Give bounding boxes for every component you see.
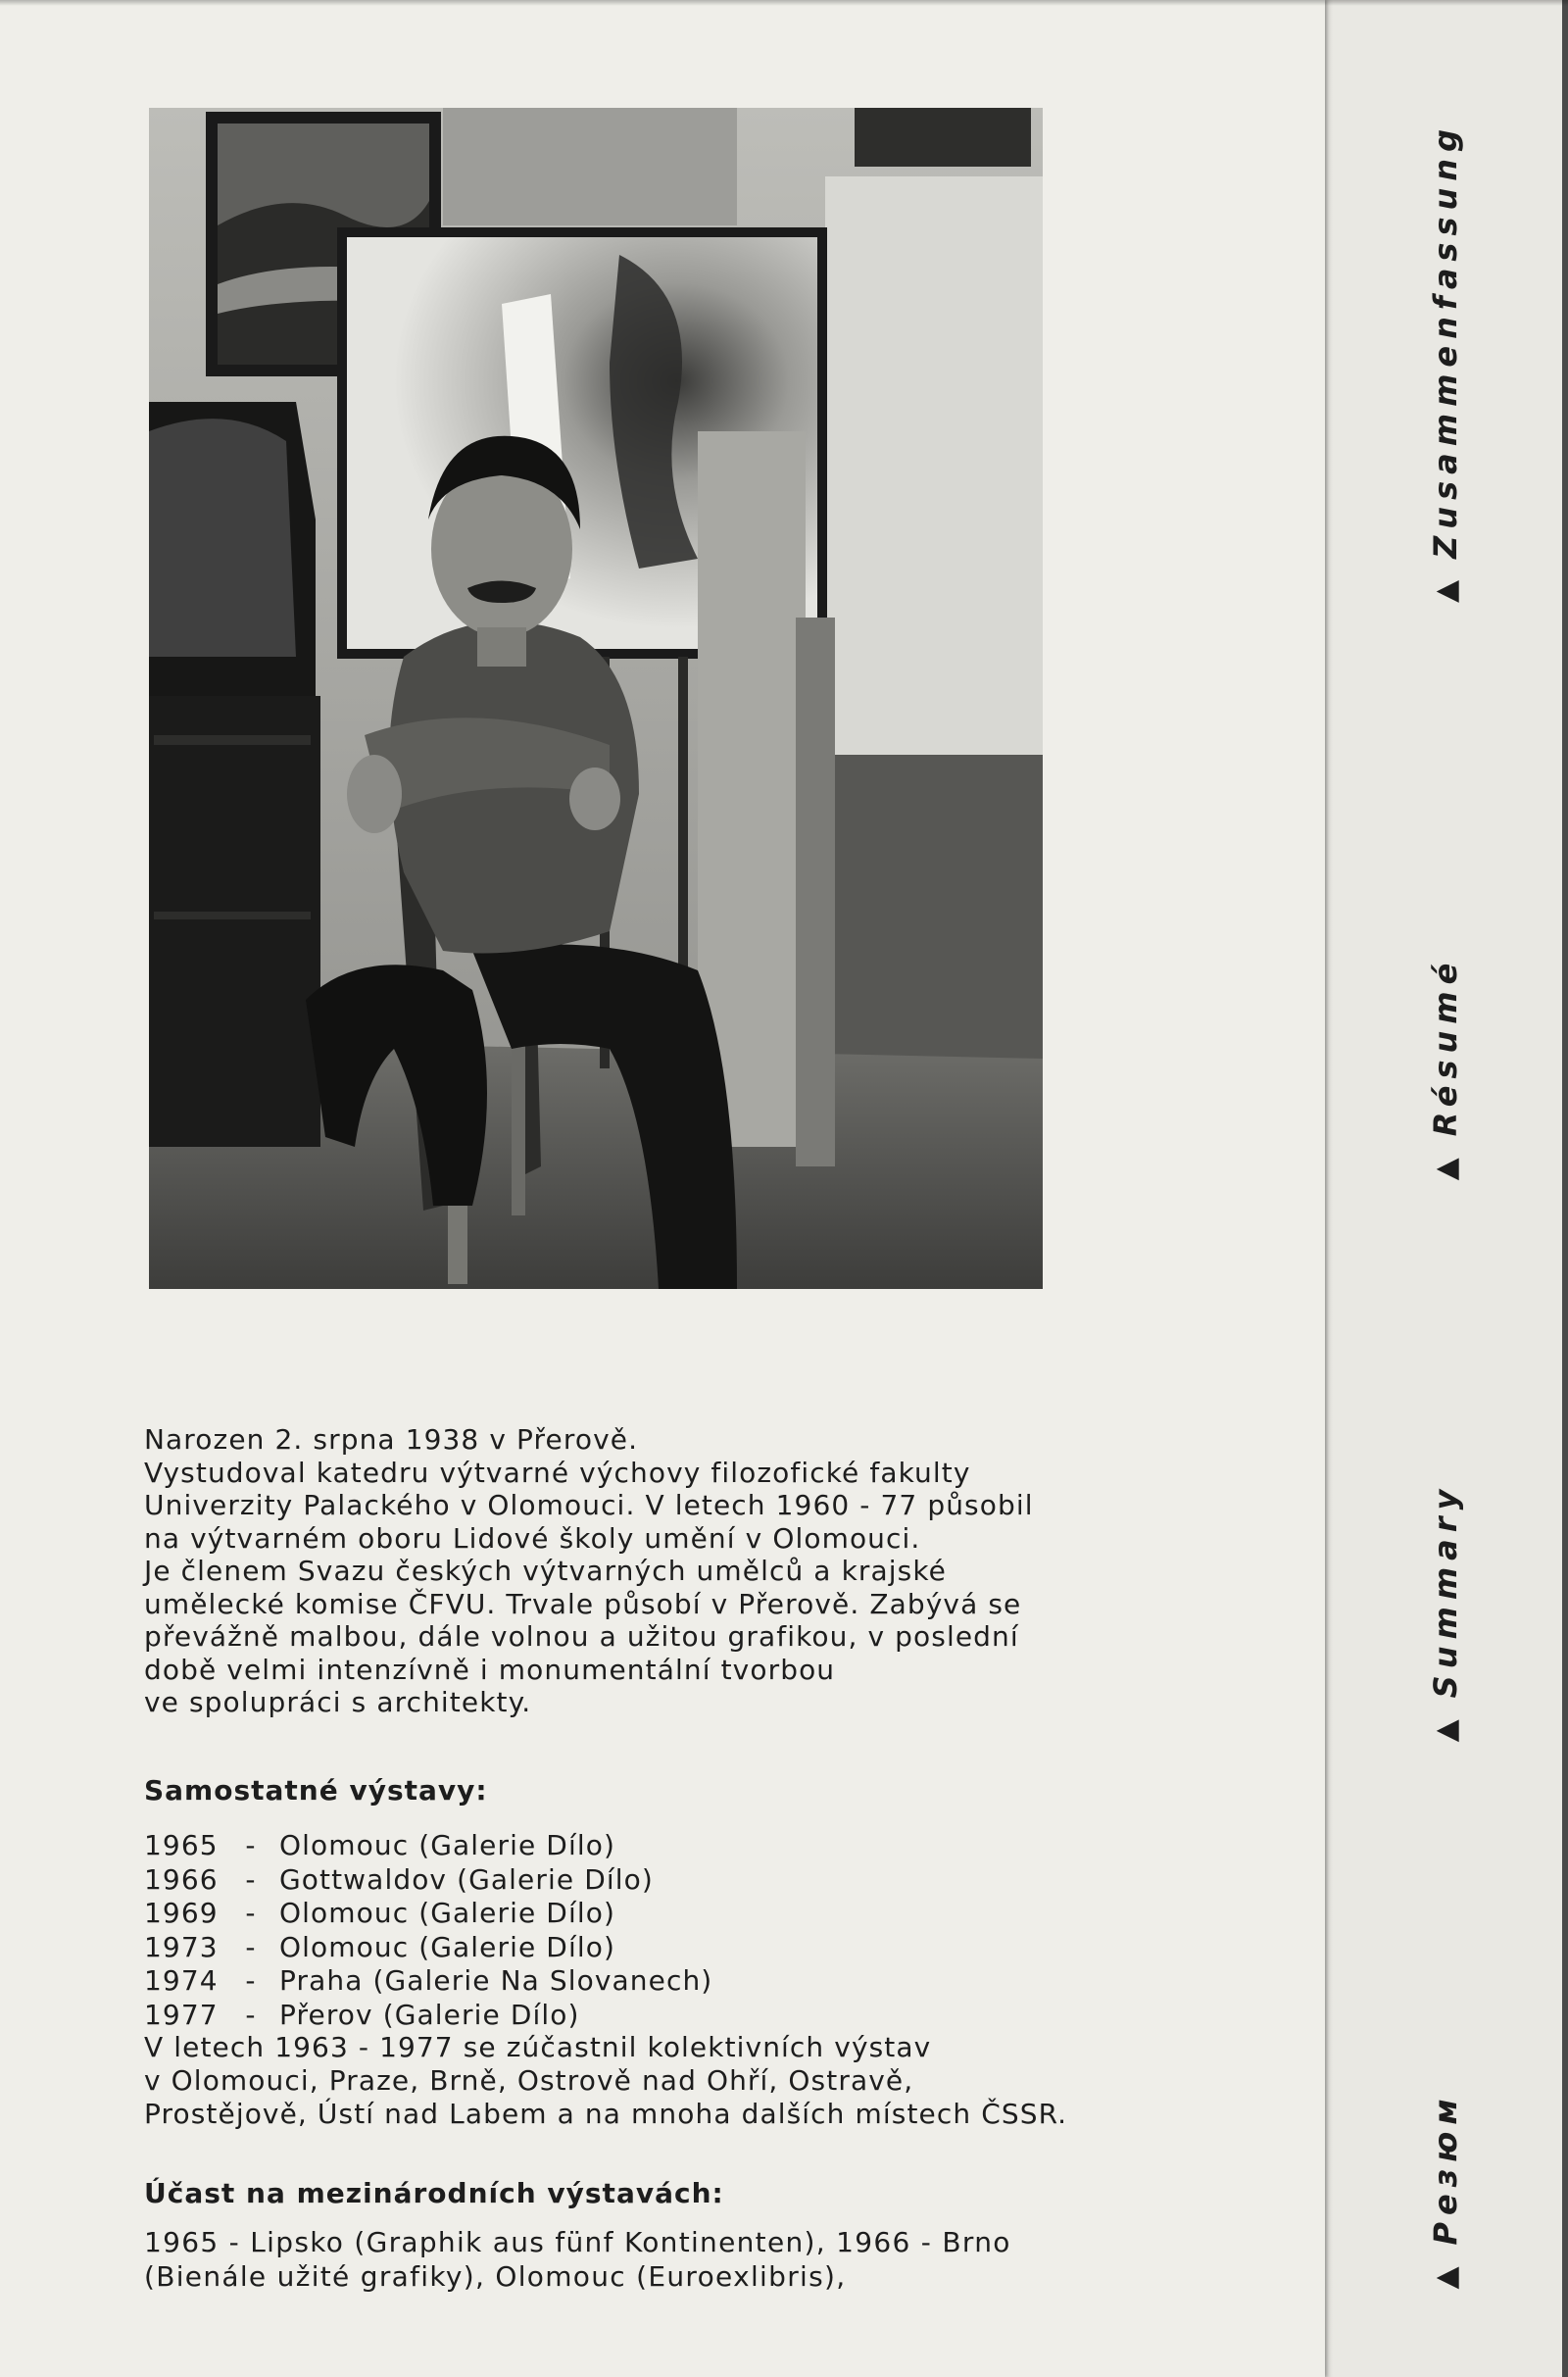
exhibition-year: 1969	[144, 1897, 219, 1929]
exhibition-year: 1973	[144, 1930, 219, 1963]
international-exhibitions-heading: Účast na mezinárodních výstavách:	[144, 2177, 724, 2209]
list-item	[144, 1964, 1183, 1999]
tab-zusammenfassung[interactable]	[1427, 123, 1464, 603]
list-item	[144, 1999, 1183, 2033]
exhibition-year: 1966	[144, 1862, 219, 1896]
collective-line: Prostějově, Ústí nad Labem a na mnoha dalších místech ČSSR.	[144, 2098, 1068, 2130]
collective-line: v Olomouci, Praze, Brně, Ostrově nad Ohří, Ostravě,	[144, 2064, 914, 2097]
exhibition-venue: Přerov (Galerie Dílo)	[279, 1998, 580, 2031]
bio-line: převážně malbou, dále volnou a užitou grafikou, v poslední	[144, 1620, 1019, 1653]
international-line: 1965 - Lipsko (Graphik aus fünf Kontinenten), 1966 - Brno	[144, 2226, 1011, 2258]
tab-summary[interactable]	[1427, 1483, 1464, 1743]
exhibition-venue: Olomouc (Galerie Dílo)	[279, 1897, 615, 1929]
bio-line: Narozen 2. srpna 1938 v Přerově.	[144, 1423, 639, 1456]
international-exhibitions-paragraph	[144, 2225, 1183, 2294]
exhibition-venue: Praha (Galerie Na Slovanech)	[279, 1964, 713, 1997]
collective-line: V letech 1963 - 1977 se zúčastnil kolektivních výstav	[144, 2031, 932, 2063]
page-edge	[1562, 0, 1568, 2377]
separator: -	[245, 1862, 257, 1896]
separator: -	[245, 1829, 257, 1861]
bio-line: Univerzity Palackého v Olomouci. V letech 1960 - 77 působil	[144, 1489, 1034, 1521]
exhibition-venue: Olomouc (Galerie Dílo)	[279, 1930, 615, 1963]
bio-line: umělecké komise ČFVU. Trvale působí v Přerově. Zabývá se	[144, 1587, 1022, 1620]
exhibition-venue: Gottwaldov (Galerie Dílo)	[279, 1862, 654, 1896]
solo-exhibitions-list	[144, 1829, 1183, 2032]
tab-label: Zusammenfassung	[1427, 123, 1464, 559]
triangle-marker-icon: ▲	[1428, 1719, 1463, 1743]
bio-line: na výtvarném oboru Lidové školy umění v Olomouci.	[144, 1521, 921, 1555]
biography-paragraph	[144, 1423, 1183, 1719]
tab-label: Резюм	[1427, 2092, 1464, 2246]
bio-line: době velmi intenzívně i monumentální tvorbou	[144, 1653, 836, 1686]
separator: -	[245, 1930, 257, 1963]
bio-line: Je členem Svazu českých výtvarných umělců a krajské	[144, 1555, 947, 1587]
international-line: (Bienále užité grafiky), Olomouc (Euroexlibris),	[144, 2260, 847, 2293]
tab-label: Summary	[1427, 1482, 1464, 1699]
solo-exhibitions-heading: Samostatné výstavy:	[144, 1774, 488, 1807]
triangle-marker-icon: ▲	[1428, 2266, 1463, 2290]
separator: -	[245, 1897, 257, 1929]
bio-line: ve spolupráci s architekty.	[144, 1686, 532, 1718]
tab-label: Résumé	[1427, 956, 1464, 1137]
triangle-marker-icon: ▲	[1428, 1158, 1463, 1181]
exhibition-year: 1977	[144, 1998, 219, 2031]
separator: -	[245, 1964, 257, 1997]
tab-resume[interactable]	[1427, 957, 1464, 1181]
bio-line: Vystudoval katedru výtvarné výchovy filozofické fakulty	[144, 1456, 971, 1489]
exhibition-year: 1974	[144, 1964, 219, 1997]
list-item	[144, 1863, 1183, 1898]
artist-photo	[149, 108, 1043, 1289]
separator: -	[245, 1998, 257, 2031]
list-item	[144, 1931, 1183, 1965]
triangle-marker-icon: ▲	[1428, 579, 1463, 603]
exhibition-venue: Olomouc (Galerie Dílo)	[279, 1829, 615, 1861]
exhibition-year: 1965	[144, 1829, 219, 1861]
tab-rezyum[interactable]	[1427, 2092, 1464, 2289]
list-item	[144, 1829, 1183, 1863]
collective-exhibitions-paragraph	[144, 2031, 1183, 2131]
top-shadow	[0, 0, 1568, 6]
list-item	[144, 1897, 1183, 1931]
